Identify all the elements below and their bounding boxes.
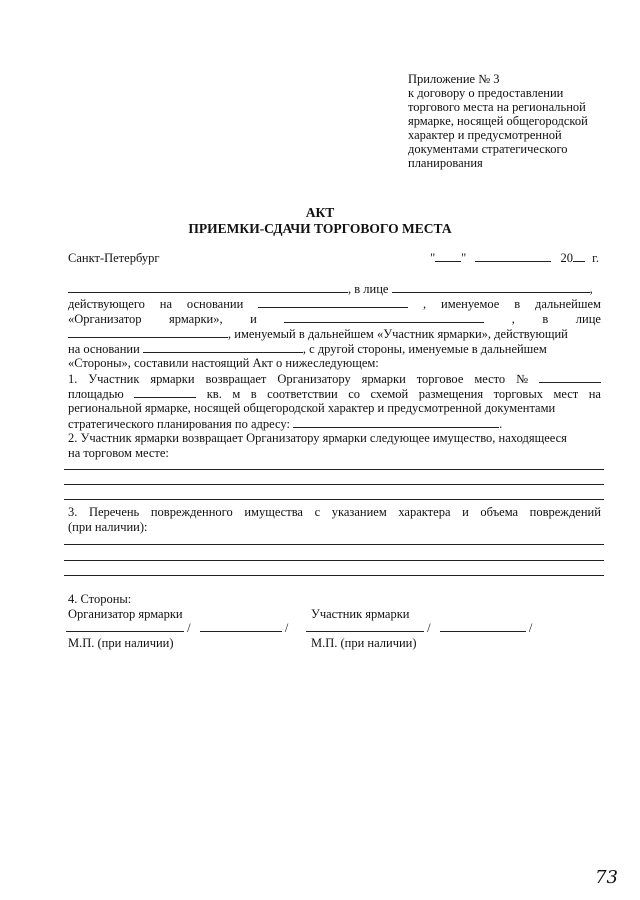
clause-2-line-2: на торговом месте: bbox=[68, 446, 169, 460]
participant-label: Участник ярмарки bbox=[311, 607, 410, 621]
organizer-basis-blank[interactable] bbox=[258, 296, 408, 308]
month-blank[interactable] bbox=[475, 250, 551, 262]
parties-heading: 4. Стороны: bbox=[68, 592, 132, 606]
clause-1-line-4: стратегического планирования по адресу: . bbox=[68, 417, 503, 431]
page-number: 73 bbox=[595, 867, 618, 888]
year-blank[interactable] bbox=[573, 250, 585, 262]
preamble-line-6: «Стороны», составили настоящий Акт о нижеследующем: bbox=[68, 356, 379, 370]
clause-1-line-3: региональной ярмарке, носящей общегородской характер и предусмотренной документами bbox=[68, 401, 556, 415]
area-blank[interactable] bbox=[134, 386, 196, 398]
property-line-3[interactable] bbox=[64, 499, 604, 500]
clause-3-line-1: 3. Перечень поврежденного имущества с указанием характера и объема повреждений bbox=[68, 505, 601, 519]
organizer-stamp-label: М.П. (при наличии) bbox=[68, 636, 174, 650]
city: Санкт-Петербург bbox=[68, 251, 160, 265]
place-date-row bbox=[68, 250, 601, 266]
place-number-blank[interactable] bbox=[539, 371, 601, 383]
annex-line: планирования bbox=[408, 156, 483, 170]
annex-header bbox=[408, 72, 618, 170]
participant-rep-blank[interactable] bbox=[68, 326, 228, 338]
date-field: " " 20 г. bbox=[430, 251, 599, 265]
organizer-signature-blank[interactable] bbox=[66, 620, 184, 632]
clause-1-line-1: 1. Участник ярмарки возвращает Организатору ярмарки торговое место № bbox=[68, 371, 601, 387]
participant-name-blank[interactable] bbox=[284, 311, 484, 323]
participant-basis-blank[interactable] bbox=[143, 341, 303, 353]
annex-line: к договору о предоставлении bbox=[408, 86, 564, 100]
clause-3-line-2: (при наличии): bbox=[68, 520, 148, 534]
day-blank[interactable] bbox=[435, 250, 461, 262]
property-line-1[interactable] bbox=[64, 469, 604, 470]
organizer-name-decode-blank[interactable] bbox=[200, 620, 282, 632]
organizer-name-blank[interactable] bbox=[68, 281, 348, 293]
document-title: АКТ bbox=[305, 205, 335, 220]
preamble-line-4: , именуемый в дальнейшем «Участник ярмарки», действующий bbox=[68, 326, 601, 342]
damage-line-1[interactable] bbox=[64, 544, 604, 545]
clause-1-line-2: площадью кв. м в соответствии со схемой размещения торговых мест на bbox=[68, 387, 601, 401]
annex-line: ярмарке, носящей общегородской bbox=[408, 114, 588, 128]
damage-line-2[interactable] bbox=[64, 560, 604, 561]
damage-line-3[interactable] bbox=[64, 575, 604, 576]
document-subtitle: ПРИЕМКИ-СДАЧИ ТОРГОВОГО МЕСТА bbox=[188, 221, 452, 236]
participant-stamp-label: М.П. (при наличии) bbox=[311, 636, 417, 650]
annex-line: торгового места на региональной bbox=[408, 100, 586, 114]
organizer-rep-blank[interactable] bbox=[392, 281, 590, 293]
annex-line: Приложение № 3 bbox=[408, 72, 500, 86]
property-line-2[interactable] bbox=[64, 484, 604, 485]
address-blank[interactable] bbox=[293, 416, 499, 428]
preamble-line-2: действующего на основании , именуемое в дальнейшем bbox=[68, 297, 601, 311]
annex-line: характер и предусмотренной bbox=[408, 128, 562, 142]
preamble-line-1: , в лице , bbox=[68, 281, 601, 297]
clause-2-line-1: 2. Участник ярмарки возвращает Организатору ярмарки следующее имущество, находящееся bbox=[68, 431, 567, 445]
organizer-label: Организатор ярмарки bbox=[68, 607, 183, 621]
participant-name-decode-blank[interactable] bbox=[440, 620, 526, 632]
preamble-line-5: на основании , с другой стороны, именуемые в дальнейшем bbox=[68, 342, 547, 356]
annex-line: документами стратегического bbox=[408, 142, 568, 156]
organizer-signature-row: / / bbox=[66, 620, 288, 636]
participant-signature-row: / / bbox=[306, 620, 532, 636]
preamble-line-3: «Организатор ярмарки», и , в лице bbox=[68, 312, 601, 326]
participant-signature-blank[interactable] bbox=[306, 620, 424, 632]
